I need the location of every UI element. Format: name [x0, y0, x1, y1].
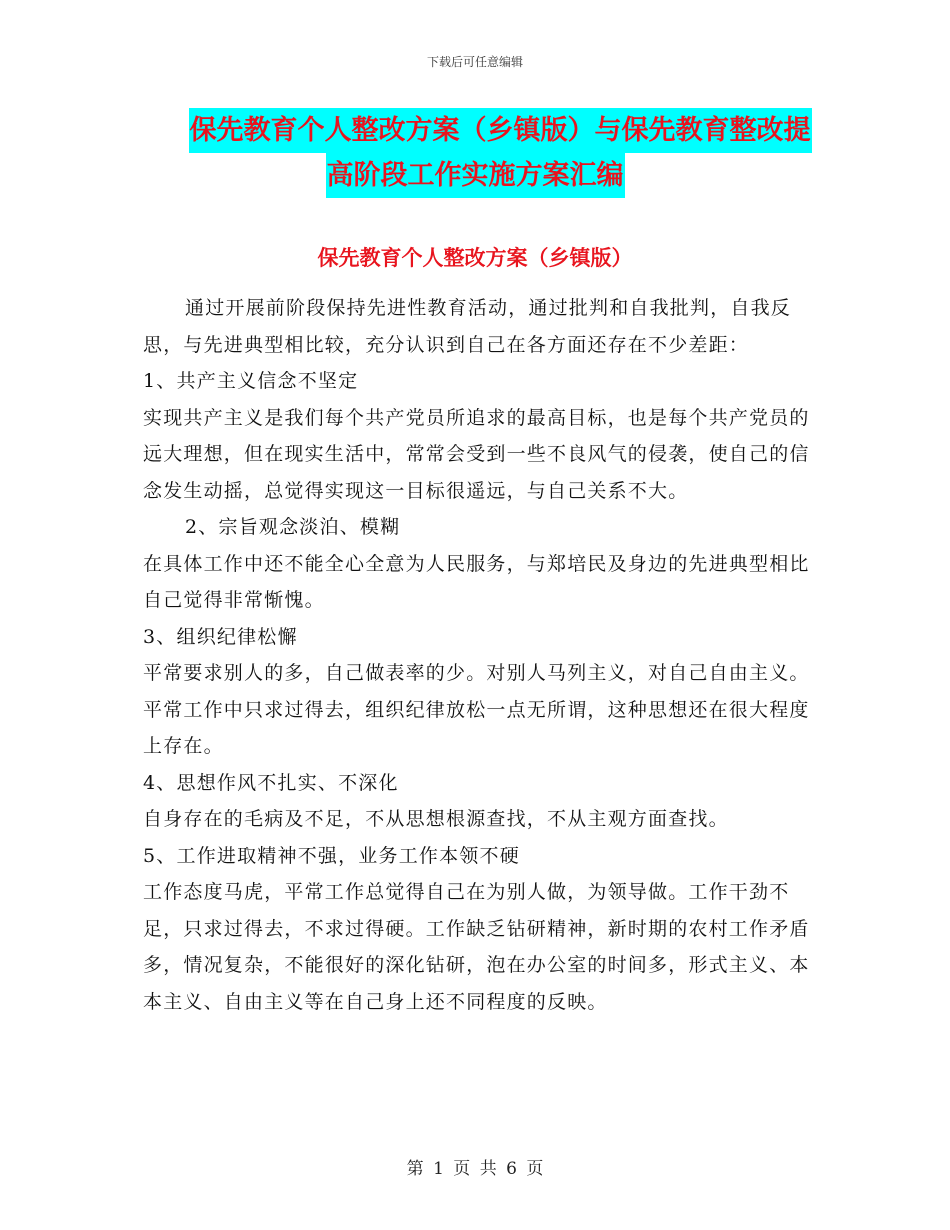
item-2-body: 在具体工作中还不能全心全意为人民服务，与郑培民及身边的先进典型相比自己觉得非常惭愧。 [143, 552, 810, 611]
item-4-body: 自身存在的毛病及不足，不从思想根源查找，不从主观方面查找。 [143, 808, 729, 830]
section-title: 保先教育个人整改方案（乡镇版） [317, 246, 633, 270]
item-1-heading: 1、共产主义信念不坚定 [143, 370, 359, 392]
document-title [0, 108, 950, 198]
item-5-body: 工作态度马虎，平常工作总觉得自己在为别人做，为领导做。工作干劲不足，只求过得去，不求过得硬。工作缺乏钻研精神，新时期的农村工作矛盾多，情况复杂，不能很好的深化钻研，泡在办公室的时间多，形式主义、本本主义、自由主义等在自己身上还不同程度的反映。 [143, 881, 810, 1013]
title-line-2: 高阶段工作实施方案汇编 [326, 153, 625, 198]
document-body [143, 290, 813, 1020]
item-3-heading: 3、组织纪律松懈 [143, 625, 298, 648]
item-5-heading: 5、工作进取精神不强，业务工作本领不硬 [143, 844, 520, 867]
item-3-body: 平常要求别人的多，自己做表率的少。对别人马列主义，对自己自由主义。平常工作中只求过得去，组织纪律放松一点无所谓，这种思想还在很大程度上存在。 [143, 662, 810, 757]
intro-paragraph: 通过开展前阶段保持先进性教育活动，通过批判和自我批判，自我反思，与先进典型相比较，充分认识到自己在各方面还存在不少差距： [143, 297, 792, 356]
item-4-heading: 4、思想作风不扎实、不深化 [143, 771, 399, 794]
title-line-1: 保先教育个人整改方案（乡镇版）与保先教育整改提 [189, 108, 812, 153]
item-1-body: 实现共产主义是我们每个共产党员所追求的最高目标，也是每个共产党员的远大理想，但在现实生活中，常常会受到一些不良风气的侵袭，使自己的信念发生动摇，总觉得实现这一目标很遥远，与自己关系不大。 [143, 406, 810, 502]
page-number: 第 1 页 共 6 页 [406, 1159, 544, 1179]
item-2-heading: 2、宗旨观念淡泊、模糊 [185, 516, 401, 538]
header-note: 下载后可任意编辑 [426, 55, 523, 69]
